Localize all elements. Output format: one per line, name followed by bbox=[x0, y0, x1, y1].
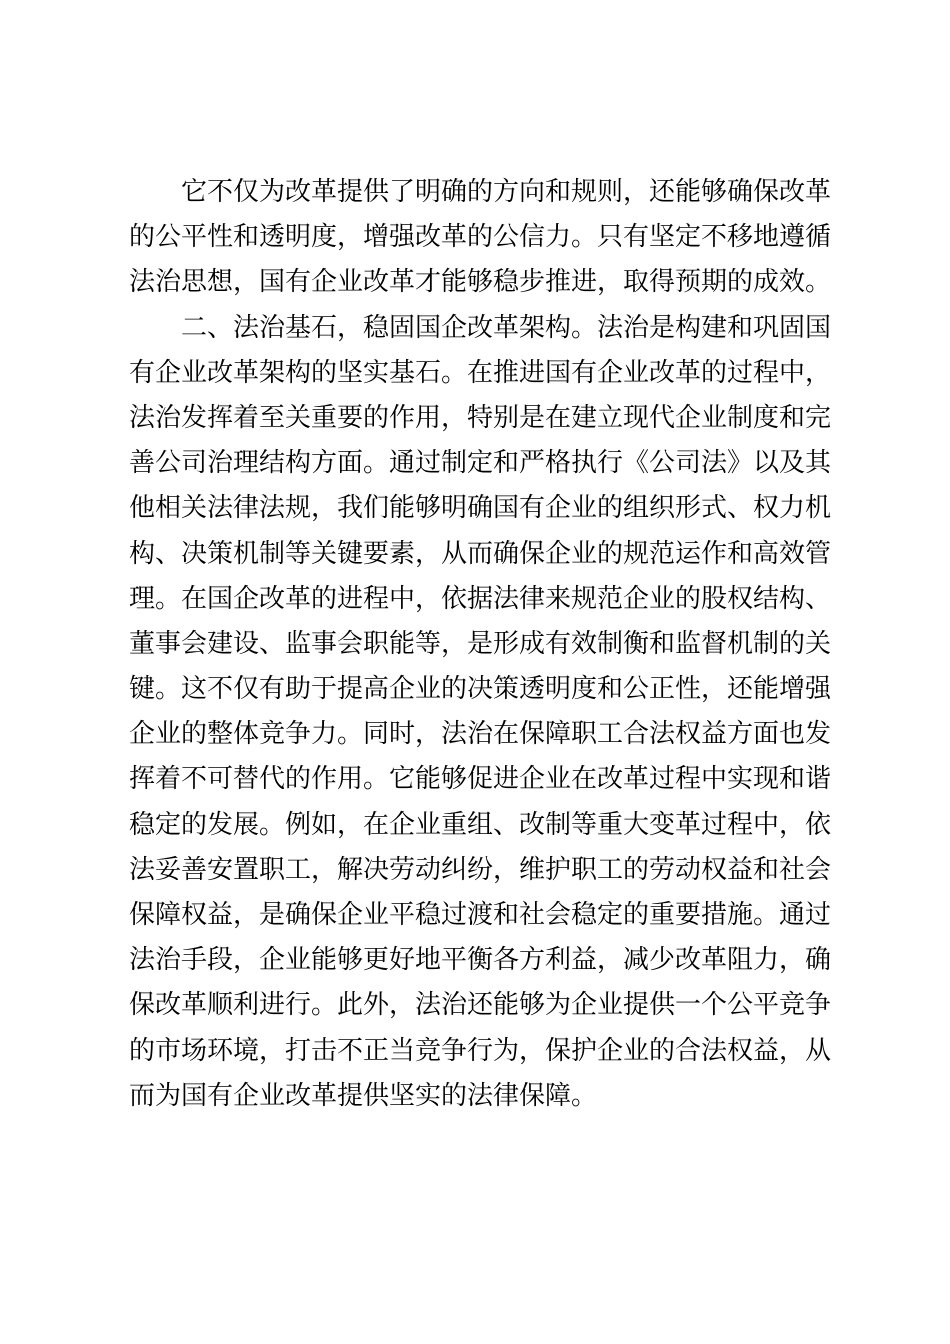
text-line: 董事会建设、监事会职能等，是形成有效制衡和监督机制的关 bbox=[129, 628, 832, 659]
text-line: 二、法治基石，稳固国企改革架构。法治是构建和巩固国 bbox=[181, 312, 832, 343]
text-line: 键。这不仅有助于提高企业的决策透明度和公正性，还能增强 bbox=[129, 674, 832, 705]
text-line: 保障权益，是确保企业平稳过渡和社会稳定的重要措施。通过 bbox=[129, 900, 832, 930]
text-line: 的公平性和透明度，增强改革的公信力。只有坚定不移地遵循 bbox=[129, 222, 832, 253]
text-line: 挥着不可替代的作用。它能够促进企业在改革过程中实现和谐 bbox=[129, 764, 832, 795]
body-text bbox=[129, 170, 832, 1119]
text-line: 企业的整体竞争力。同时，法治在保障职工合法权益方面也发 bbox=[129, 719, 832, 750]
text-line: 的市场环境，打击不正当竞争行为，保护企业的合法权益，从 bbox=[129, 1035, 832, 1066]
text-line: 它不仅为改革提供了明确的方向和规则，还能够确保改革 bbox=[181, 177, 832, 207]
text-line: 理。在国企改革的进程中，依据法律来规范企业的股权结构、 bbox=[129, 583, 832, 614]
paragraph-2 bbox=[129, 306, 832, 1119]
text-line: 他相关法律法规，我们能够明确国有企业的组织形式、权力机 bbox=[129, 493, 832, 524]
text-line: 构、决策机制等关键要素，从而确保企业的规范运作和高效管 bbox=[129, 538, 832, 569]
text-line: 善公司治理结构方面。通过制定和严格执行《公司法》以及其 bbox=[129, 448, 832, 479]
text-line: 保改革顺利进行。此外，法治还能够为企业提供一个公平竞争 bbox=[129, 990, 832, 1021]
text-line: 法治发挥着至关重要的作用，特别是在建立现代企业制度和完 bbox=[129, 402, 832, 433]
text-line: 法治手段，企业能够更好地平衡各方利益，减少改革阻力，确 bbox=[129, 945, 832, 976]
text-line: 法妥善安置职工，解决劳动纠纷，维护职工的劳动权益和社会 bbox=[129, 854, 832, 885]
text-line: 而为国有企业改革提供坚实的法律保障。 bbox=[129, 1080, 598, 1111]
text-line: 稳定的发展。例如，在企业重组、改制等重大变革过程中，依 bbox=[129, 809, 832, 840]
text-line: 法治思想，国有企业改革才能够稳步推进，取得预期的成效。 bbox=[129, 267, 832, 298]
paragraph-1 bbox=[129, 170, 832, 306]
text-line: 有企业改革架构的坚实基石。在推进国有企业改革的过程中， bbox=[129, 357, 832, 388]
